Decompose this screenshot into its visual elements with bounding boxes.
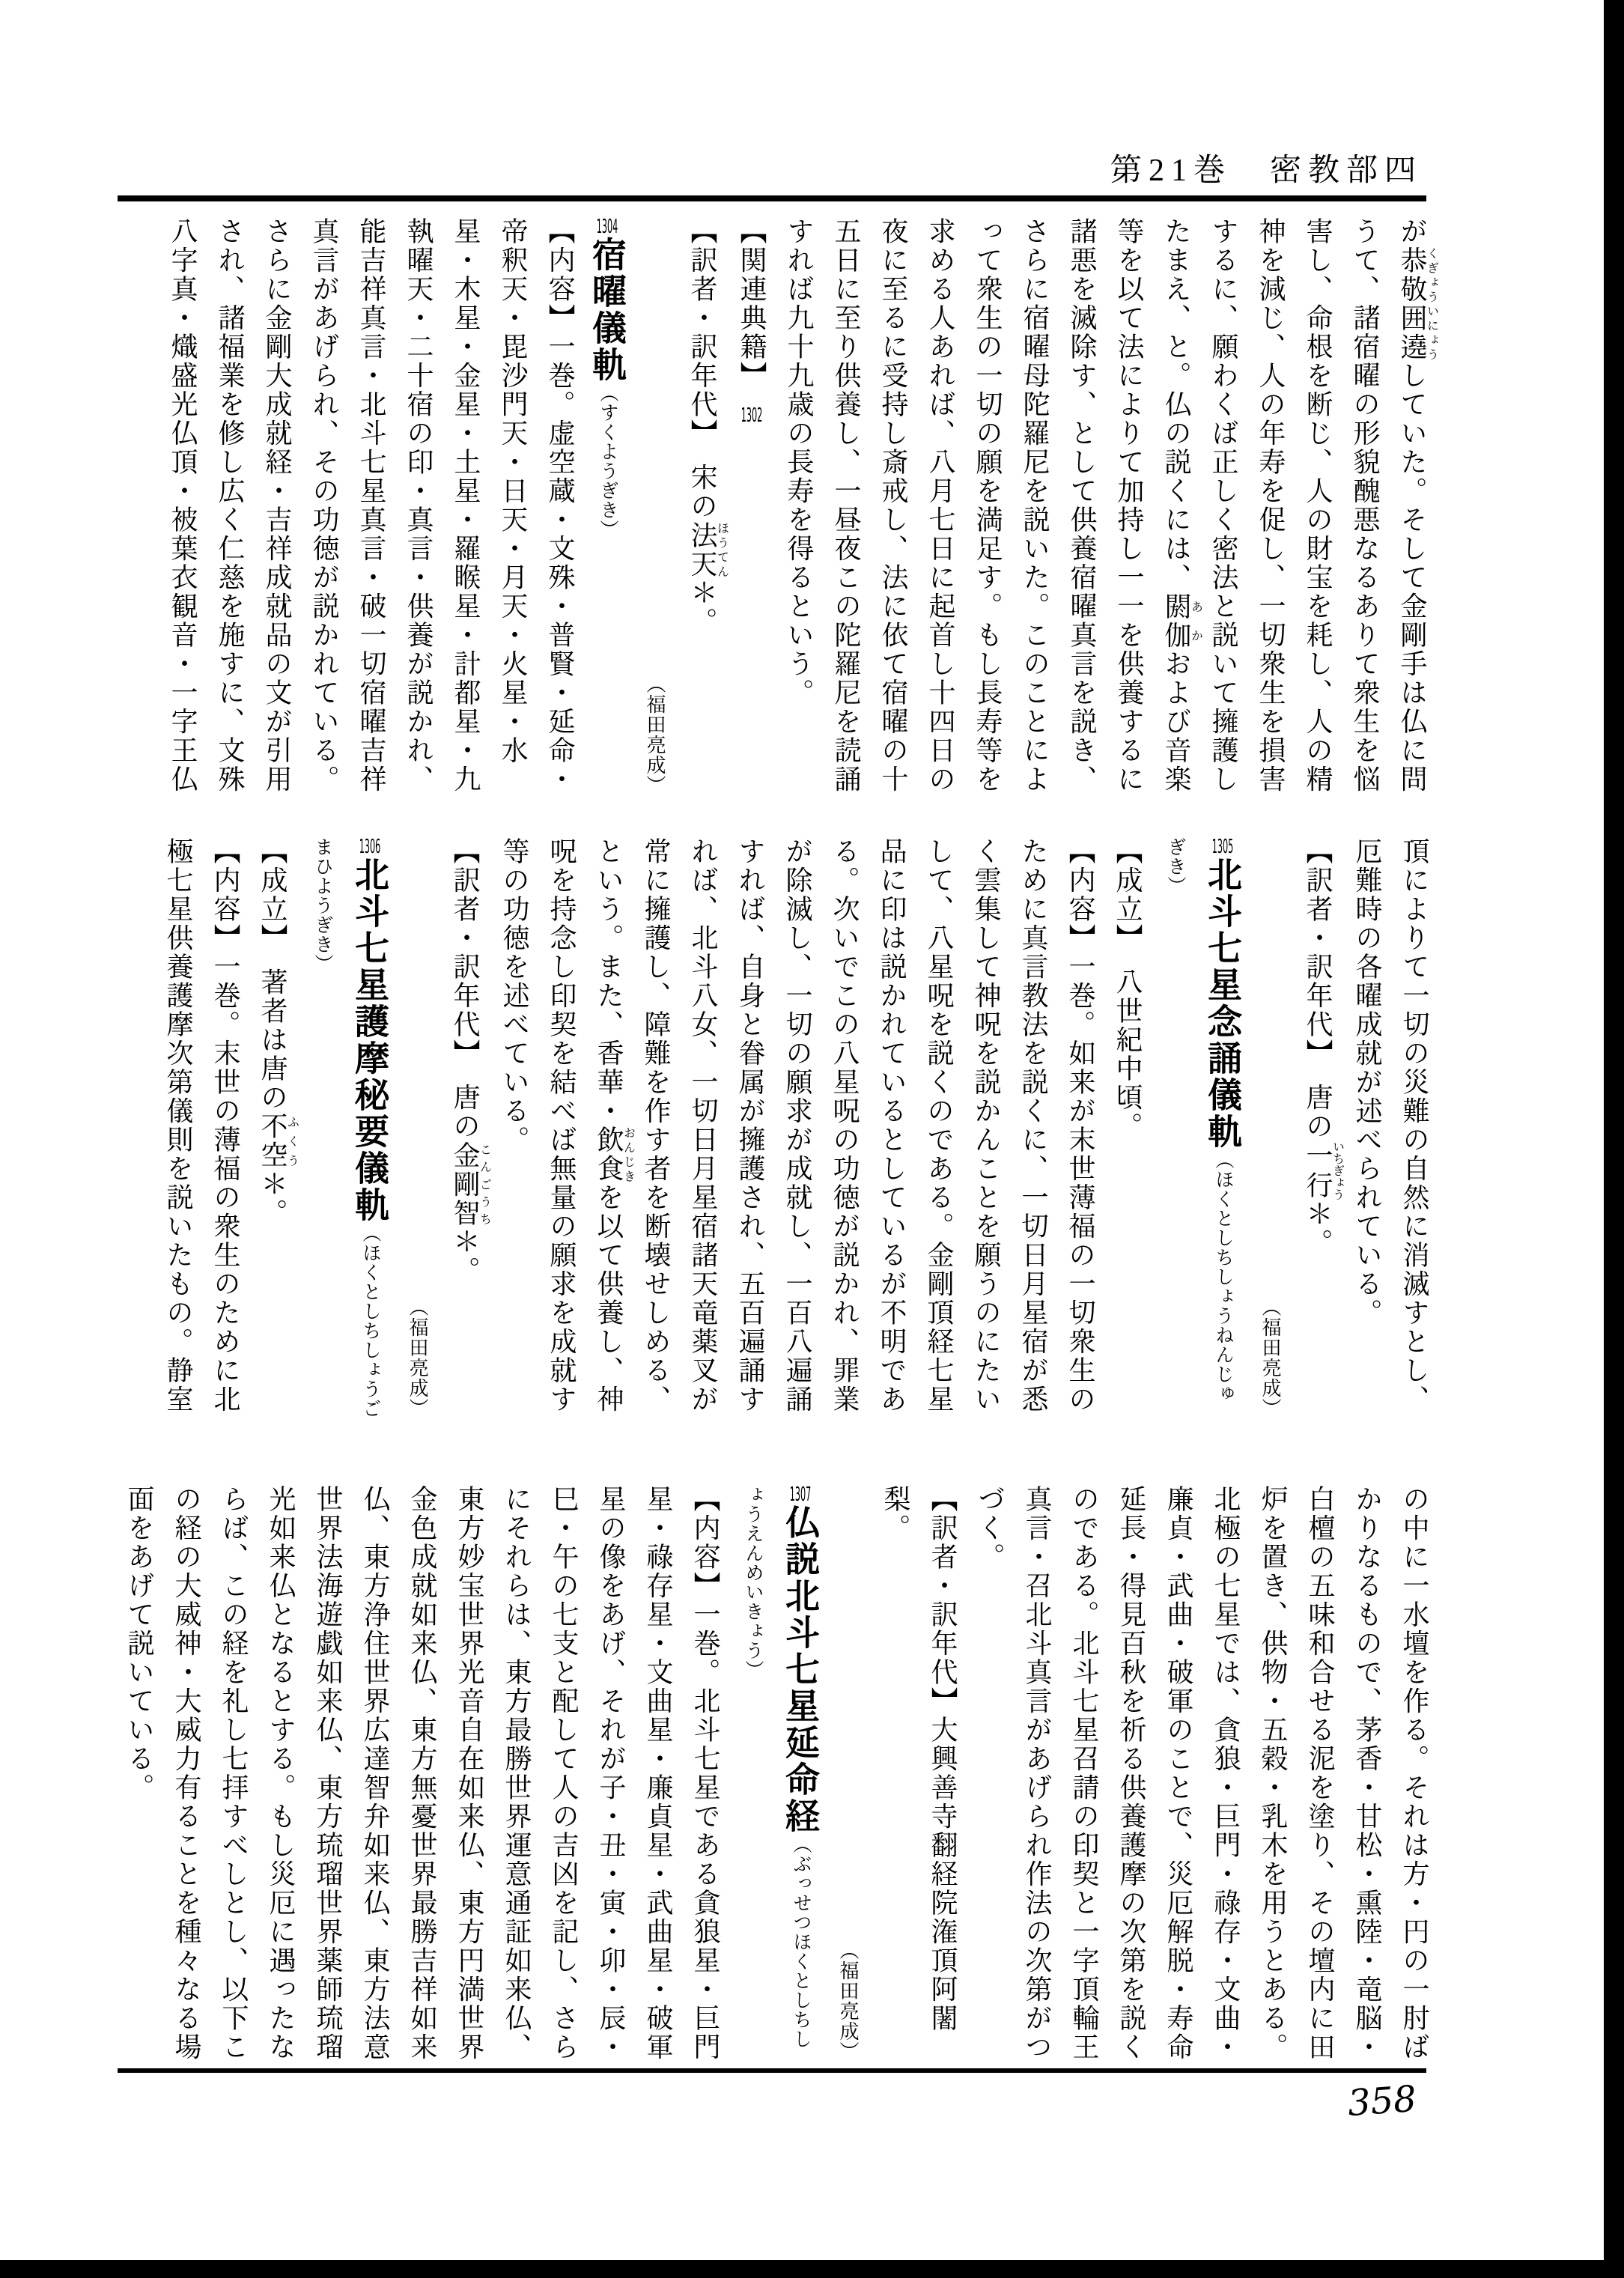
- label-line: 【関連典籍】 1302: [737, 217, 767, 425]
- ruby-annotation: 法天ほうてん: [687, 520, 729, 579]
- entry-heading: [729, 1485, 824, 2062]
- ruby-annotation: 閼伽あか: [1161, 592, 1202, 650]
- running-head: 第21巻 密教部四: [1110, 154, 1423, 188]
- entry-title: 北斗七星念誦儀軌: [1202, 857, 1243, 1150]
- body-paragraph: 【内容】一巻。虚空蔵・文殊・普賢・延命・帝釈天・毘沙門天・日天・月天・火星・水星・木星・金星・土星・羅睺星・計都星・九執曜天・二十宿の印・真言・供養が説かれ、能吉祥真言・北斗七星真言・破一切宿曜吉祥真言があげられ、その功徳が説かれている。さらに金剛大成就経・吉祥成就品の文が引用され、諸福業を修し広く仁慈を施すに、文殊八字真・熾盛光仏頂・被葉衣観音・一字王仏: [168, 217, 575, 794]
- label-line: 【成立】 八世紀中頃。: [1113, 837, 1143, 1141]
- entry-reading: （ぶっせつほくとしちしょうえんめいきょう）: [743, 1485, 811, 2049]
- label-line: 【訳者・訳年代】 唐の一行いちぎょう＊。: [1303, 837, 1344, 1257]
- body-paragraph: 頂によりて一切の災難の自然に消滅すとし、厄難時の各曜成就が述べられている。: [1352, 837, 1429, 1414]
- ruby-annotation: 飲食おんじき: [594, 1126, 635, 1183]
- entry-heading: [298, 837, 394, 1418]
- label-line: 【訳者・訳年代】大興善寺翻経院潅頂阿闍梨。: [881, 1485, 958, 2033]
- scan-edge-right: [1604, 0, 1624, 2278]
- page-number: 358: [1346, 2077, 1418, 2125]
- entry-number: 1306: [359, 837, 381, 857]
- body-paragraph: 【内容】一巻。北斗七星である貪狼星・巨門星・祿存星・文曲星・廉貞星・武曲星・破軍星の像をあげ、それが子・丑・寅・卯・辰・巳・午の七支と配して人の吉凶を記し、さらにそれらは、東方最勝世界運意通証如来仏、東方妙宝世界光音自在如来仏、東方円満世界金色成就如来仏、東方無憂世界最勝吉祥如来仏、東方浄住世界広達智弁如来仏、東方法意世界法海遊戯如来仏、東方琉瑠世界薬師琉瑠光如来仏となるとする。もし災厄に遇ったならば、この経を礼し七拝すべしとし、以下この経の大威神・大威力有ることを種々なる場面をあげて説いている。: [124, 1485, 720, 2062]
- body-paragraph: の中に一水壇を作る。それは方・円の一肘ばかりなるもので、茅香・甘松・熏陸・竜脳・白檀の五味和合せる泥を塗り、その壇内に田炉を置き、供物・五穀・乳木を用うとある。北極の七星では、貪狼・巨門・祿存・文曲・廉貞・武曲・破軍のことで、災厄解脱・寿命延長・得見百秋を祈る供養護摩の次第を説くのである。北斗七星召請の印契と一字頂輪王真言・召北斗真言があげられ作法の次第がつづく。: [975, 1485, 1429, 2062]
- attribution: （福田亮成）: [407, 1297, 428, 1418]
- entry-title: 仏説北斗七星延命経: [780, 1504, 821, 1835]
- label-line: 【訳者・訳年代】 宋の法天ほうてん＊。: [687, 217, 729, 637]
- ruby-annotation: 一行いちぎょう: [1303, 1140, 1344, 1200]
- label-line: 【成立】 著者は唐の不空ふくう＊。: [258, 837, 299, 1227]
- entry-number: 1304: [596, 217, 618, 237]
- entry-heading: [583, 217, 631, 795]
- text-band-3: [90, 1485, 1438, 2062]
- body-paragraph: 【内容】一巻。末世の薄福の衆生のために北極七星供養護摩次第儀則を説いたもの。静室: [163, 837, 240, 1414]
- entry-number: 1307: [789, 1485, 812, 1504]
- entry-reading: （ほくとしちしょうねんじゅぎき）: [1165, 837, 1233, 1403]
- inline-number: 1302: [740, 405, 763, 425]
- body-paragraph: 【内容】一巻。如来が末世薄福の一切衆生のために真言教法を説くに、一切日月星宿が悉く雲集して神呪を説かんことを願うのにたいして、八星呪を説くのである。金剛頂経七星品に印は説かれているとしているが不明である。次いでこの八星呪の功徳が説かれ、罪業が除滅し、一切の願求が成就し、一百八遍誦すれば、自身と眷属が擁護され、五百遍誦すれば、北斗八女、一切日月星宿諸天竜薬叉が常に擁護し、障難を作す者を断壊せしめる、という。また、香華・飲食おんじきを以て供養し、神呪を持念し印契を結べば無量の願求を成就す等の功徳を述べている。: [499, 837, 1095, 1414]
- entry-reading: （すくようぎき）: [597, 383, 618, 539]
- attribution: （福田亮成）: [644, 674, 666, 795]
- text-band-2: [90, 837, 1438, 1418]
- ruby-annotation: 金剛智こんごうち: [450, 1140, 491, 1227]
- attribution: （福田亮成）: [837, 1940, 859, 2062]
- entry-title: 宿曜儀軌: [587, 237, 627, 383]
- header-rule: [118, 195, 1426, 201]
- scan-edge-bottom: [0, 2260, 1624, 2278]
- entry-number: 1305: [1211, 837, 1234, 857]
- ruby-annotation: 恭敬囲遶くぎょういにょう: [1397, 246, 1438, 362]
- entry-heading: [1151, 837, 1247, 1418]
- text-band-1: [90, 217, 1438, 795]
- ruby-annotation: 不空ふくう: [258, 1112, 299, 1170]
- label-line: 【訳者・訳年代】 唐の金剛智こんごうち＊。: [450, 837, 491, 1285]
- entry-reading: （ほくとしちしょうごまひようぎき）: [312, 837, 380, 1418]
- footer-rule: [118, 2068, 1426, 2073]
- attribution: （福田亮成）: [1259, 1297, 1281, 1418]
- body-paragraph: が恭敬囲遶くぎょういにょうしていた。そして金剛手は仏に問うて、諸宿曜の形貌醜悪なるありて衆生を悩害し、命根を断じ、人の財宝を耗し、人の精神を減じ、人の年寿を促し、一切衆生を損害するに、願わくば正しく密法と説いて擁護したまえ、と。仏の説くには、閼伽あかおよび音楽等を以て法によりて加持し一一を供養するに諸悪を滅除す、として供養宿曜真言を説き、さらに宿曜母陀羅尼を説いた。このことによって衆生の一切の願を満足す。もし長寿等を求める人あれば、八月七日に起首し十四日の夜に至るに受持し斎戒し、法に依て宿曜の十五日に至り供養し、一昼夜この陀羅尼を読誦すれば九十九歳の長寿を得るという。: [784, 217, 1438, 794]
- entry-title: 北斗七星護摩秘要儀軌: [350, 857, 390, 1224]
